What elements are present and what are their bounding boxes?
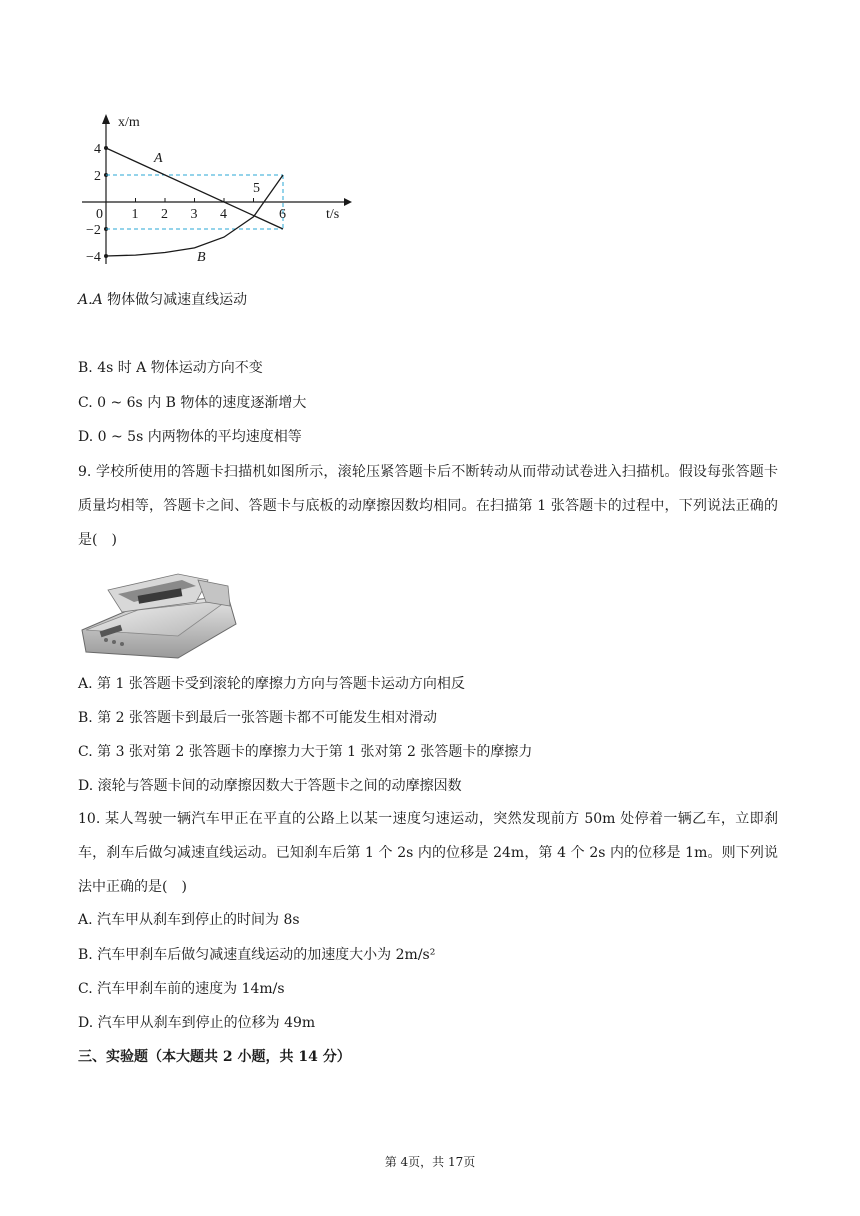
- q8-option-d: D. 0 ~ 5s 内两物体的平均速度相等: [78, 429, 302, 445]
- x-tick-label: 6: [279, 207, 286, 222]
- q10-stem: 10. 某人驾驶一辆汽车甲正在平直的公路上以某一速度匀速运动，突然发现前方 50m 处停着一辆乙车，立即刹车，刹车后做匀减速直线运动。已知刹车后第 1 个 2s 内的位移是 24m，第 4 个 2s 内的位移是 1m。则下列说法中正确的是( ): [78, 811, 778, 895]
- q10-option-b: B. 汽车甲刹车后做匀减速直线运动的加速度大小为 2m/s²: [78, 947, 436, 963]
- axes: [82, 114, 352, 264]
- y-tick-label: −4: [86, 250, 101, 265]
- q10-option-c: C. 汽车甲刹车前的速度为 14m/s: [78, 981, 285, 997]
- q9-option-b: B. 第 2 张答题卡到最后一张答题卡都不可能发生相对滑动: [78, 710, 437, 726]
- q9-option-c: C. 第 3 张对第 2 张答题卡的摩擦力大于第 1 张对第 2 张答题卡的摩擦力: [78, 744, 533, 760]
- q10-option-d: D. 汽车甲从刹车到停止的位移为 49m: [78, 1015, 316, 1031]
- q9-stem: 9. 学校所使用的答题卡扫描机如图所示，滚轮压紧答题卡后不断转动从而带动试卷进入扫描机。假设每张答题卡质量均相等，答题卡之间、答题卡与底板的动摩擦因数均相同。在扫描第 1 张答题卡的过程中，下列说法正确的是( ): [78, 464, 778, 548]
- q8-option-a: A.A 物体做匀减速直线运动: [78, 292, 248, 308]
- section-title: 三、实验题（本大题共 2 小题，共 14 分）: [78, 1049, 351, 1065]
- scanner-image: [78, 566, 238, 664]
- x-tick-label: 1: [131, 207, 139, 222]
- y-tick-label: 2: [94, 169, 101, 184]
- y-tick-label: −2: [86, 223, 101, 238]
- x-tick-label: 3: [190, 207, 198, 222]
- y-tick-label: 4: [94, 142, 101, 157]
- q9-option-a: A. 第 1 张答题卡受到滚轮的摩擦力方向与答题卡运动方向相反: [78, 676, 465, 692]
- x-axis-label: t/s: [326, 207, 340, 222]
- x-tick-label: 0: [96, 207, 103, 222]
- x-axis-arrow: [344, 198, 352, 206]
- q10-option-a: A. 汽车甲从刹车到停止的时间为 8s: [78, 912, 300, 928]
- x-tick-label: 2: [161, 207, 168, 222]
- label-A: A: [154, 151, 163, 166]
- tick-labels: [86, 142, 286, 265]
- q8-option-c: C. 0 ~ 6s 内 B 物体的速度逐渐增大: [78, 395, 307, 411]
- y-axis-arrow: [102, 114, 110, 124]
- label-5: 5: [253, 181, 260, 196]
- label-B: B: [197, 250, 206, 265]
- page-footer: 第 4页，共 17页: [384, 1155, 476, 1169]
- q8-option-b: B. 4s 时 A 物体运动方向不变: [78, 360, 263, 376]
- q9-option-d: D. 滚轮与答题卡间的动摩擦因数大于答题卡之间的动摩擦因数: [78, 778, 462, 794]
- xt-graph: [74, 104, 374, 274]
- x-tick-label: 4: [220, 207, 227, 222]
- y-axis-label: x/m: [118, 115, 140, 130]
